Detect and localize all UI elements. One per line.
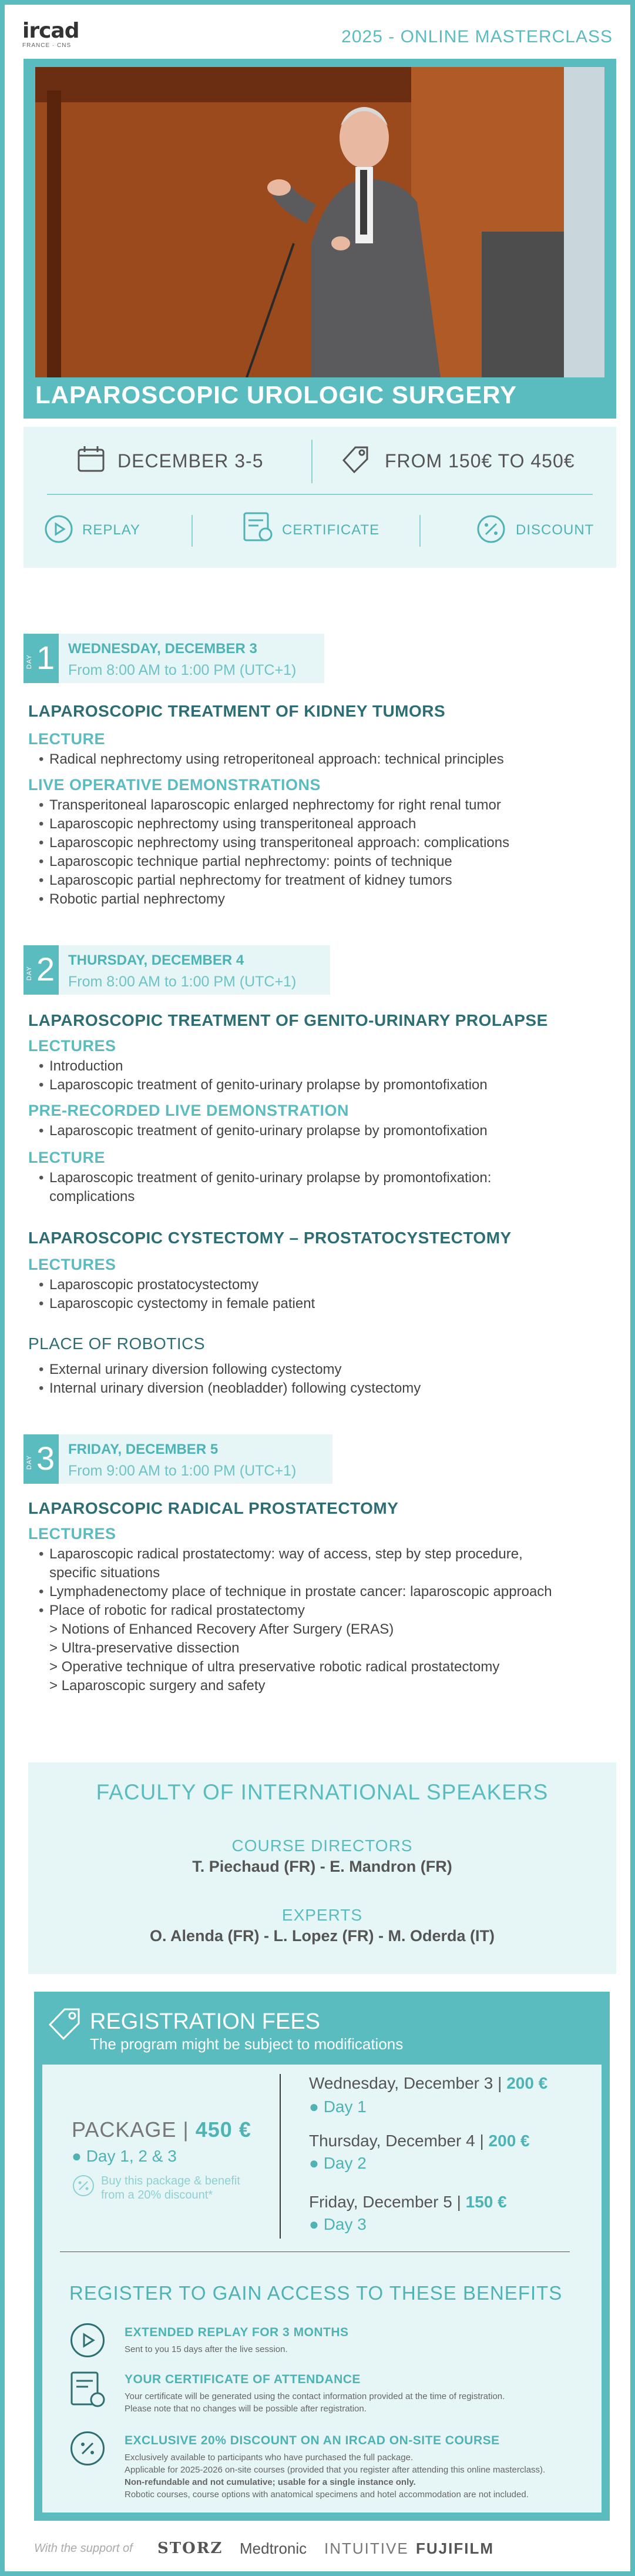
day-price-row [309, 2132, 530, 2150]
faculty-box [28, 1762, 616, 1974]
hero-photo [35, 67, 604, 377]
day-number: 3 [36, 1440, 55, 1477]
benefit-text-line: Please note that no changes will be possible after registration. [125, 2404, 367, 2414]
package-note-line: from a 20% discount* [101, 2189, 213, 2202]
list-item: • Place of robotic for radical prostatectomy [39, 1601, 552, 1620]
day-price-date: Friday, December 5 | [309, 2193, 466, 2211]
package-label [72, 2117, 251, 2142]
lecture-list [39, 1057, 488, 1095]
list-item: • Internal urinary diversion (neobladder) following cystectomy [39, 1379, 421, 1398]
section-title: PLACE OF ROBOTICS [28, 1334, 205, 1353]
list-item: • External urinary diversion following cystectomy [39, 1360, 421, 1379]
hero-banner [23, 59, 616, 419]
list-item-continuation: specific situations [49, 1565, 160, 1581]
list-item: • Laparoscopic technique partial nephrectomy: points of technique [39, 852, 509, 871]
section-title: LAPAROSCOPIC TREATMENT OF GENITO-URINARY PROLAPSE [28, 1011, 548, 1029]
certificate-icon [69, 2370, 107, 2411]
package-note [101, 2174, 240, 2202]
day-price-day: ● Day 2 [309, 2154, 367, 2172]
list-item: • Laparoscopic treatment of genito-urinary prolapse by promontofixation [39, 1122, 488, 1140]
course-dates: DECEMBER 3-5 [117, 450, 264, 471]
day-date: THURSDAY, DECEMBER 4 [68, 952, 244, 968]
day-price: 150 € [465, 2193, 507, 2211]
registration-details [42, 2065, 602, 2513]
package-text: PACKAGE | [72, 2117, 196, 2142]
day-number: 2 [36, 951, 55, 988]
sponsor-medtronic[interactable]: Medtronic [240, 2540, 307, 2557]
list-item: • Laparoscopic nephrectomy using transperitoneal approach: complications [39, 834, 509, 852]
section-title: LAPAROSCOPIC CYSTECTOMY – PROSTATOCYSTECTOMY [28, 1229, 512, 1247]
sponsor-storz[interactable]: STORZ [157, 2540, 223, 2557]
section-title: LAPAROSCOPIC TREATMENT OF KIDNEY TUMORS [28, 702, 446, 720]
subsection-title: LECTURE [28, 1149, 105, 1166]
replay-label[interactable]: REPLAY [82, 522, 140, 538]
subsection-title: LECTURES [28, 1256, 116, 1273]
benefit-text-line: Non-refundable and not cumulative; usable for a single instance only. [125, 2477, 416, 2487]
benefit-text: Sent to you 15 days after the live session. [125, 2344, 288, 2354]
lecture-list [39, 1169, 491, 1206]
lecture-list [39, 1276, 315, 1313]
list-item: • Laparoscopic cystectomy in female patient [39, 1294, 315, 1313]
day-price: 200 € [506, 2074, 548, 2092]
day-badge [23, 1434, 59, 1484]
day-price-day: ● Day 1 [309, 2097, 367, 2116]
lecture-list [39, 750, 504, 769]
divider [419, 515, 421, 547]
day-badge [23, 634, 59, 683]
list-item: • Laparoscopic prostatocystectomy [39, 1276, 315, 1294]
package-days: ● Day 1, 2 & 3 [72, 2147, 177, 2165]
benefits-title: REGISTER TO GAIN ACCESS TO THESE BENEFITS [69, 2282, 563, 2304]
price-tag-icon [341, 444, 370, 474]
day-header [59, 634, 324, 683]
list-item: • Lymphadenectomy place of technique in prostate cancer: laparoscopic approach [39, 1583, 552, 1601]
benefit-heading: EXCLUSIVE 20% DISCOUNT ON AN IRCAD ON-SITE COURSE [125, 2434, 500, 2447]
sponsor-fujifilm[interactable]: FUJIFILM [416, 2540, 494, 2557]
sub-list-item: > Ultra-preservative dissection [49, 1640, 240, 1656]
benefit-text-line: Robotic courses, course options with anatomical specimens and hotel accommodation are not included. [125, 2490, 529, 2500]
package-price: 450 € [195, 2117, 251, 2142]
list-item: • Laparoscopic treatment of genito-urinary prolapse by promontofixation [39, 1076, 488, 1095]
list-item: • Robotic partial nephrectomy [39, 890, 509, 909]
sub-list-item: > Operative technique of ultra preservative robotic radical prostatectomy [49, 1659, 500, 1675]
subsection-title: LIVE OPERATIVE DEMONSTRATIONS [28, 776, 321, 794]
experts-heading: EXPERTS [281, 1906, 363, 1924]
subsection-title: LECTURE [28, 730, 105, 748]
replay-icon [43, 514, 74, 544]
list-item-continuation: complications [49, 1189, 135, 1205]
day-date: WEDNESDAY, DECEMBER 3 [68, 641, 257, 657]
day-label: DAY [26, 1455, 33, 1470]
certificate-label[interactable]: CERTIFICATE [282, 522, 380, 538]
lecture-list [39, 1545, 552, 1695]
logo-subtitle: FRANCE · CNS [22, 42, 72, 49]
subsection-title: LECTURES [28, 1037, 116, 1055]
day-label: DAY [26, 966, 33, 981]
benefit-text-line: Applicable for 2025-2026 on-site courses (provided that you register after attending this online masterclass). [125, 2465, 546, 2475]
info-box [23, 427, 616, 568]
benefit-heading: EXTENDED REPLAY FOR 3 MONTHS [125, 2326, 349, 2339]
benefit-text [125, 2451, 545, 2501]
robotics-list [39, 1360, 421, 1398]
day-price-row [309, 2193, 507, 2212]
section-title: LAPAROSCOPIC RADICAL PROSTATECTOMY [28, 1499, 399, 1517]
discount-label[interactable]: DISCOUNT [516, 522, 594, 538]
speaker-photo-illustration [35, 67, 604, 377]
divider [311, 440, 313, 483]
list-item: • Laparoscopic nephrectomy using transperitoneal approach [39, 815, 509, 834]
benefit-text [125, 2390, 505, 2415]
package-note-line: Buy this package & benefit [101, 2174, 240, 2187]
list-item: • Radical nephrectomy using retroperitoneal approach: technical principles [39, 750, 504, 769]
ircad-logo[interactable]: ircad [22, 19, 79, 43]
benefit-text-line: Exclusively available to participants who have purchased the full package. [125, 2453, 414, 2463]
discount-icon [476, 514, 506, 544]
calendar-icon [76, 444, 106, 474]
day-price-day: ● Day 3 [309, 2215, 367, 2233]
day-label: DAY [26, 654, 33, 669]
registration-box [34, 1992, 610, 2521]
benefit-text-line: Your certificate will be generated using the contact information provided at the time of registration. [125, 2391, 505, 2401]
certificate-icon [241, 511, 276, 546]
day-time: From 8:00 AM to 1:00 PM (UTC+1) [68, 662, 297, 678]
day-price: 200 € [488, 2132, 530, 2150]
discount-icon [72, 2174, 95, 2197]
subsection-title: LECTURES [28, 1525, 116, 1543]
course-price: FROM 150€ TO 450€ [385, 450, 575, 471]
masterclass-title: 2025 - ONLINE MASTERCLASS [341, 27, 613, 46]
directors-heading: COURSE DIRECTORS [231, 1836, 413, 1855]
day-number: 1 [36, 639, 55, 676]
support-label: With the support of [34, 2542, 133, 2555]
faculty-title: FACULTY OF INTERNATIONAL SPEAKERS [96, 1780, 549, 1804]
list-item: • Introduction [39, 1057, 488, 1076]
registration-subtitle: The program might be subject to modifications [90, 2035, 404, 2053]
discount-icon [70, 2431, 105, 2465]
divider [47, 494, 593, 495]
directors-names: T. Piechaud (FR) - E. Mandron (FR) [192, 1858, 452, 1875]
list-item: • Transperitoneal laparoscopic enlarged nephrectomy for right renal tumor [39, 796, 509, 815]
day-time: From 9:00 AM to 1:00 PM (UTC+1) [68, 1463, 297, 1479]
day-price-date: Thursday, December 4 | [309, 2132, 489, 2150]
day-badge [23, 945, 59, 995]
list-item: • Laparoscopic partial nephrectomy for treatment of kidney tumors [39, 871, 509, 890]
registration-title: REGISTRATION FEES [90, 2009, 321, 2034]
day-time: From 8:00 AM to 1:00 PM (UTC+1) [68, 973, 297, 990]
footer [34, 2531, 610, 2567]
experts-names: O. Alenda (FR) - L. Lopez (FR) - M. Oderda (IT) [150, 1927, 495, 1945]
hero-title: LAPAROSCOPIC UROLOGIC SURGERY [35, 381, 518, 409]
list-item: • Laparoscopic radical prostatectomy: way of access, step by step procedure, [39, 1545, 552, 1564]
day-date: FRIDAY, DECEMBER 5 [68, 1441, 219, 1457]
day-header [59, 1434, 332, 1484]
live-demo-list [39, 796, 509, 909]
day-header [59, 945, 330, 995]
day-price-row [309, 2074, 547, 2093]
day-price-date: Wednesday, December 3 | [309, 2074, 507, 2092]
benefit-heading: YOUR CERTIFICATE OF ATTENDANCE [125, 2373, 361, 2386]
sub-list-item: > Notions of Enhanced Recovery After Surgery (ERAS) [49, 1621, 394, 1637]
divider [280, 2074, 281, 2239]
sub-list-item: > Laparoscopic surgery and safety [49, 1678, 266, 1694]
list-item: • Laparoscopic treatment of genito-urinary prolapse by promontofixation: [39, 1169, 491, 1187]
divider [191, 515, 193, 547]
prerecorded-list [39, 1122, 488, 1140]
subsection-title: PRE-RECORDED LIVE DEMONSTRATION [28, 1102, 350, 1119]
sponsor-intuitive[interactable]: INTUITIVE [324, 2540, 409, 2557]
price-tag-icon [47, 2006, 82, 2041]
replay-icon [70, 2323, 105, 2357]
